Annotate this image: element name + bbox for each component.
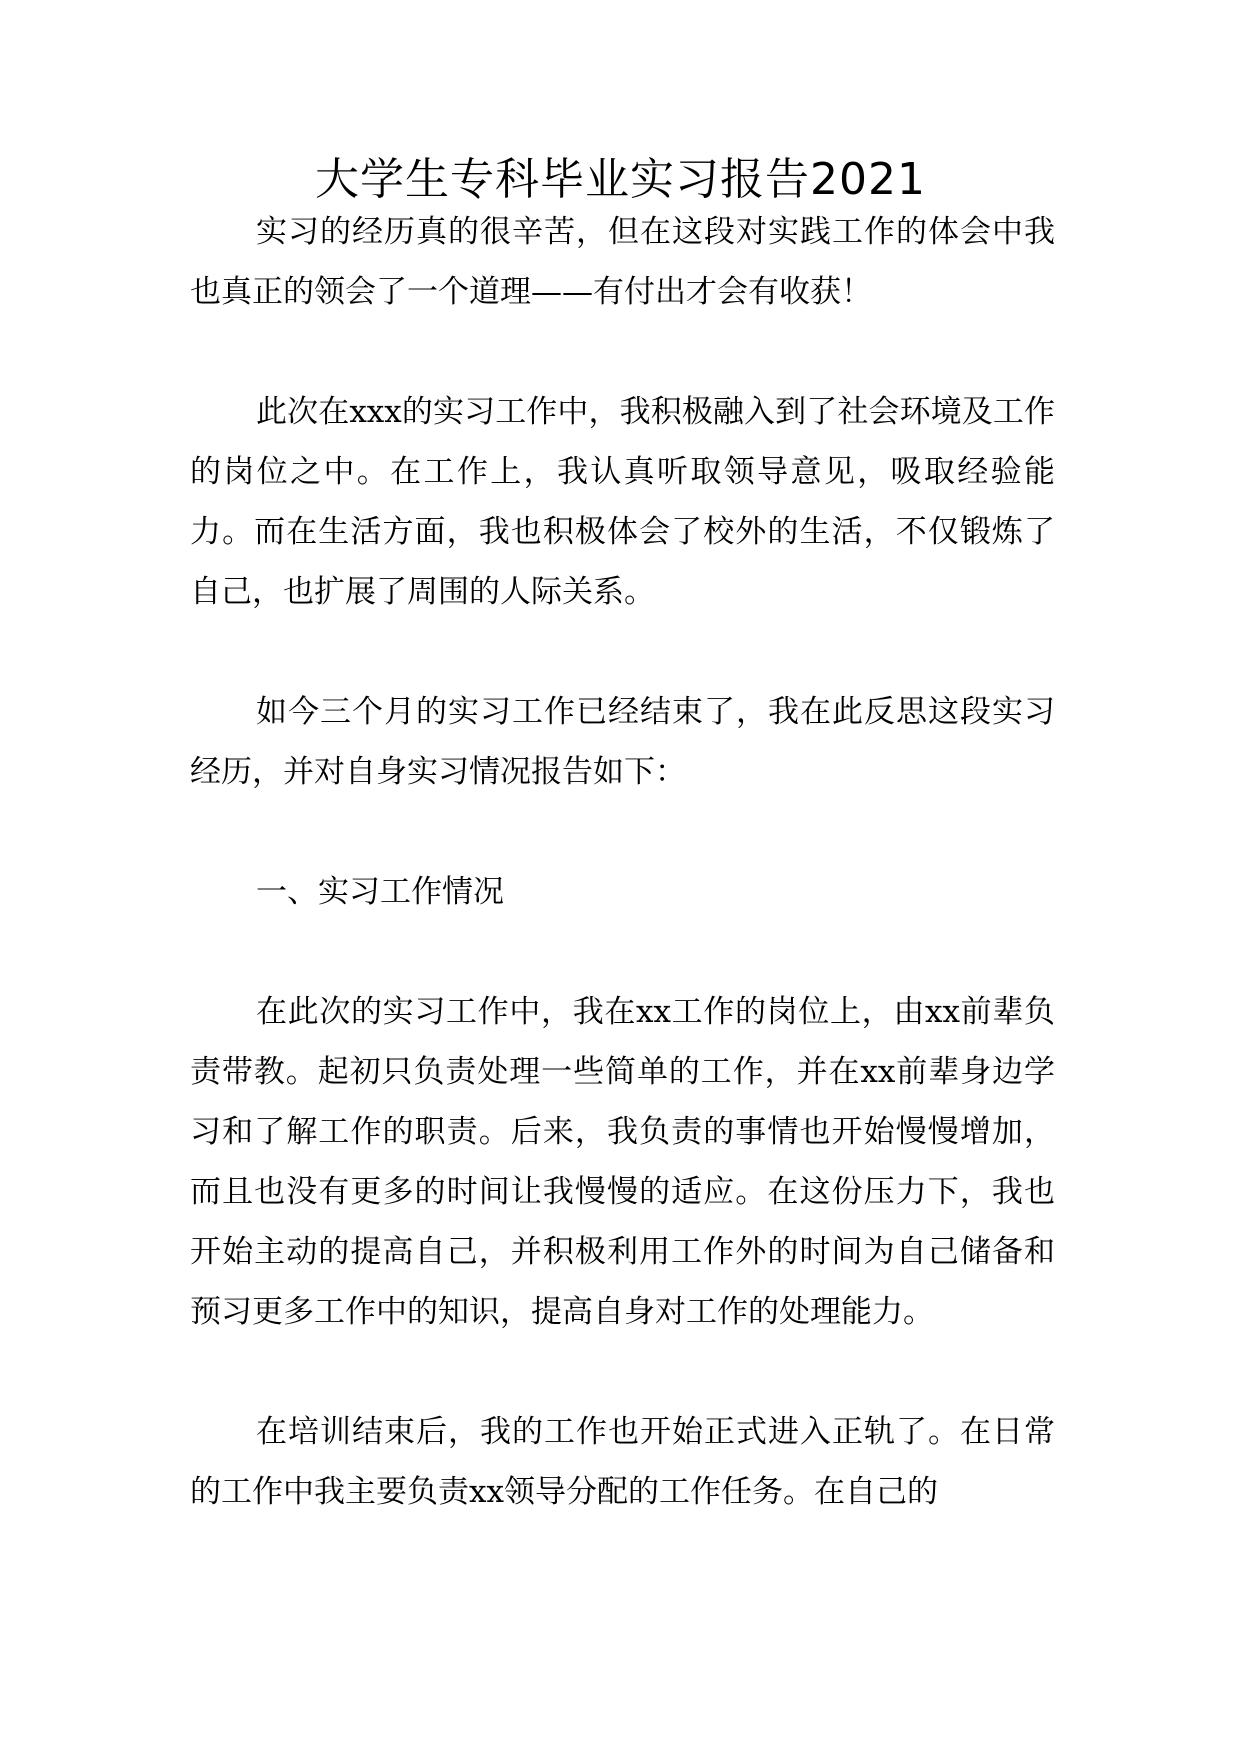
document-title: 大学生专科毕业实习报告2021: [315, 154, 926, 205]
paragraph-internship-overview: 此次在xxx的实习工作中，我积极融入到了社会环境及工作的岗位之中。在工作上，我认真听取领导意见，吸取经验能力。而在生活方面，我也积极体会了校外的生活，不仅锻炼了自己，也扩展了周围的人际关系。: [190, 394, 1055, 610]
section-heading: 一、实习工作情况: [256, 874, 504, 910]
document-body: [190, 202, 1055, 1582]
paragraph-after-training: 在培训结束后，我的工作也开始正式进入正轨了。在日常的工作中我主要负责xx领导分配的工作任务。在自己的: [190, 1414, 1055, 1510]
paragraph-intro: 实习的经历真的很辛苦，但在这段对实践工作的体会中我也真正的领会了一个道理——有付出才会有收获！: [190, 214, 1055, 310]
paragraph-report-intro: 如今三个月的实习工作已经结束了，我在此反思这段实习经历，并对自身实习情况报告如下：: [190, 694, 1055, 790]
paragraph-work-situation: 在此次的实习工作中，我在xx工作的岗位上，由xx前辈负责带教。起初只负责处理一些简单的工作，并在xx前辈身边学习和了解工作的职责。后来，我负责的事情也开始慢慢增加，而且也没有更多的时间让我慢慢的适应。在这份压力下，我也开始主动的提高自己，并积极利用工作外的时间为自己储备和预习更多工作中的知识，提高自身对工作的处理能力。: [190, 994, 1055, 1330]
